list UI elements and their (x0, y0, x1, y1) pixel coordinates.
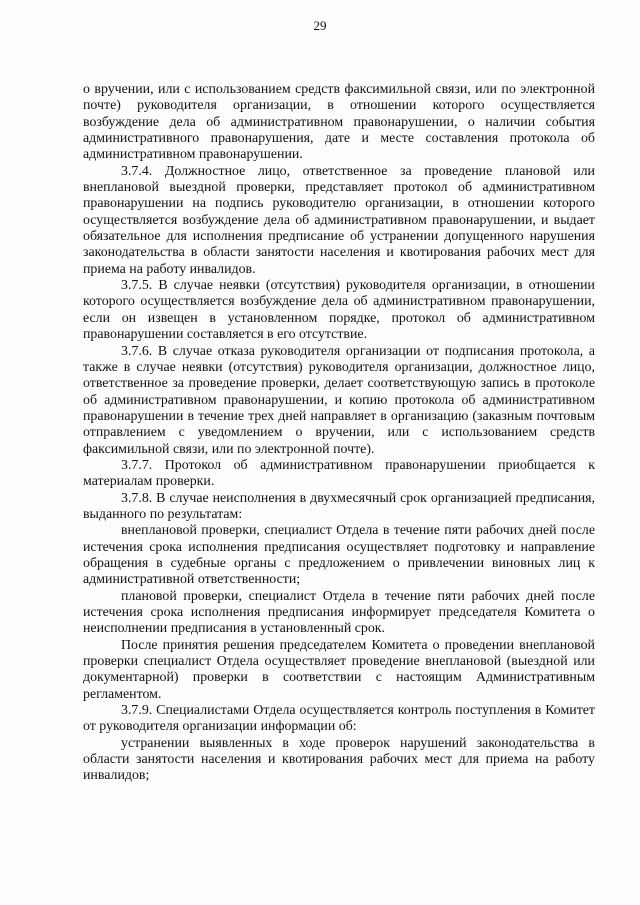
paragraph-elimination-of-violations: устранении выявленных в ходе проверок нарушений законодательства в области занятости населения и квотирования рабочих мест для приема на работу инвалидов; (83, 735, 595, 784)
paragraph-3-7-9: 3.7.9. Специалистами Отдела осуществляется контроль поступления в Комитет от руководителя организации информации об: (83, 703, 595, 735)
paragraph-3-7-6: 3.7.6. В случае отказа руководителя организации от подписания протокола, а также в случае неявки (отсутствия) руководителя организации, должностное лицо, ответственное за проведение проверки, делает соответствующую запись в протоколе об административном правонарушении, и копию протокола об административном правонарушении в течение трех дней направляет в организацию (заказным почтовым отправлением с уведомлением о вручении, или с использованием средств факсимильной связи, или по электронной почте). (83, 343, 595, 457)
paragraph-scheduled-inspection: плановой проверки, специалист Отдела в течение пяти рабочих дней после истечения срока исполнения предписания информирует председателя Комитета о неисполнении предписания в установленный срок. (83, 588, 595, 637)
paragraph-3-7-4: 3.7.4. Должностное лицо, ответственное за проведение плановой или внеплановой выездной проверки, представляет протокол об административном правонарушении на подпись руководителю организации, в отношении которого осуществляется возбуждение дела об административном правонарушении, и выдает обязательное для исполнения предписание об устранении допущенного нарушения законодательства в области занятости населения и квотирования рабочих мест для приема на работу инвалидов. (83, 163, 595, 277)
paragraph-3-7-8: 3.7.8. В случае неисполнения в двухмесячный срок организацией предписания, выданного по результатам: (83, 490, 595, 522)
paragraph-after-decision: После принятия решения председателем Комитета о проведении внеплановой проверки специалист Отдела осуществляет проведение внеплановой (выездной или документарной) проверки в соответствии с настоящим Административным регламентом. (83, 637, 595, 702)
page-number: 29 (313, 18, 327, 33)
paragraph-3-7-7: 3.7.7. Протокол об административном правонарушении приобщается к материалам проверки. (83, 457, 595, 490)
paragraph-continuation: о вручении, или с использованием средств факсимильной связи, или по электронной почте) руководителя организации, в отношении которого осуществляется возбуждение дела об административном правонарушении, о наличии события административного правонарушения, дате и месте составления протокола об административном правонарушении. (83, 82, 595, 163)
paragraph-unscheduled-inspection: внеплановой проверки, специалист Отдела в течение пяти рабочих дней после истечения срока исполнения предписания осуществляет подготовку и направление обращения в судебные органы с предложением о привлечении виновных лиц к административной ответственности; (83, 523, 595, 588)
document-body (83, 82, 595, 785)
paragraph-3-7-5: 3.7.5. В случае неявки (отсутствия) руководителя организации, в отношении которого осуществляется возбуждение дела об административном правонарушении, если он извещен в установленном порядке, протокол об административном правонарушении составляется в его отсутствие. (83, 278, 595, 343)
